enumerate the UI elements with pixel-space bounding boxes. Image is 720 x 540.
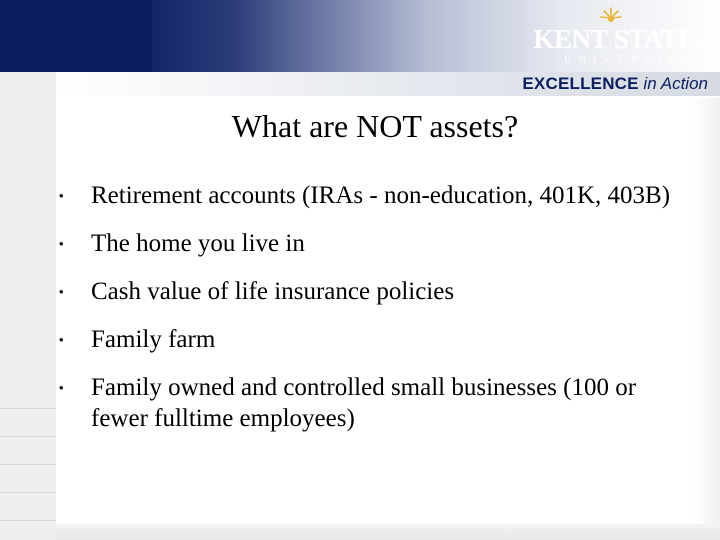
bullet-item [56, 228, 676, 259]
margin-divider [0, 436, 56, 437]
bullet-text: Family farm [91, 326, 216, 353]
bullet-text: Family owned and controlled small businesses (100 or fewer fulltime employees) [91, 374, 637, 432]
bullet-item [56, 324, 676, 355]
bottom-band [56, 524, 720, 540]
tagline [522, 73, 708, 95]
bullet-marker: • [59, 236, 64, 251]
logo-subtitle: UNIVERSITY [564, 54, 696, 65]
bullet-list [56, 180, 676, 451]
logo-title: KENT STATE. [533, 24, 702, 54]
bullet-marker: • [59, 380, 64, 395]
bullet-item [56, 180, 676, 211]
bullet-text: The home you live in [91, 230, 305, 257]
header-banner-block [0, 0, 152, 72]
margin-divider [0, 520, 56, 521]
bullet-marker: • [59, 188, 64, 203]
bullet-text: Retirement accounts (IRAs - non-education, 401K, 403B) [91, 182, 671, 209]
bullet-marker: • [59, 284, 64, 299]
tagline-italic: in Action [643, 74, 708, 93]
left-margin-column [0, 72, 56, 540]
slide-title: What are NOT assets? [231, 108, 519, 144]
tagline-bold: EXCELLENCE [522, 74, 639, 93]
bullet-marker: • [59, 332, 64, 347]
margin-divider [0, 464, 56, 465]
kent-state-logo [522, 6, 702, 66]
right-edge-band [694, 98, 720, 524]
bullet-text: Cash value of life insurance policies [91, 278, 455, 305]
margin-divider [0, 492, 56, 493]
bullet-item [56, 276, 676, 307]
margin-divider [0, 408, 56, 409]
bullet-item [56, 372, 676, 434]
